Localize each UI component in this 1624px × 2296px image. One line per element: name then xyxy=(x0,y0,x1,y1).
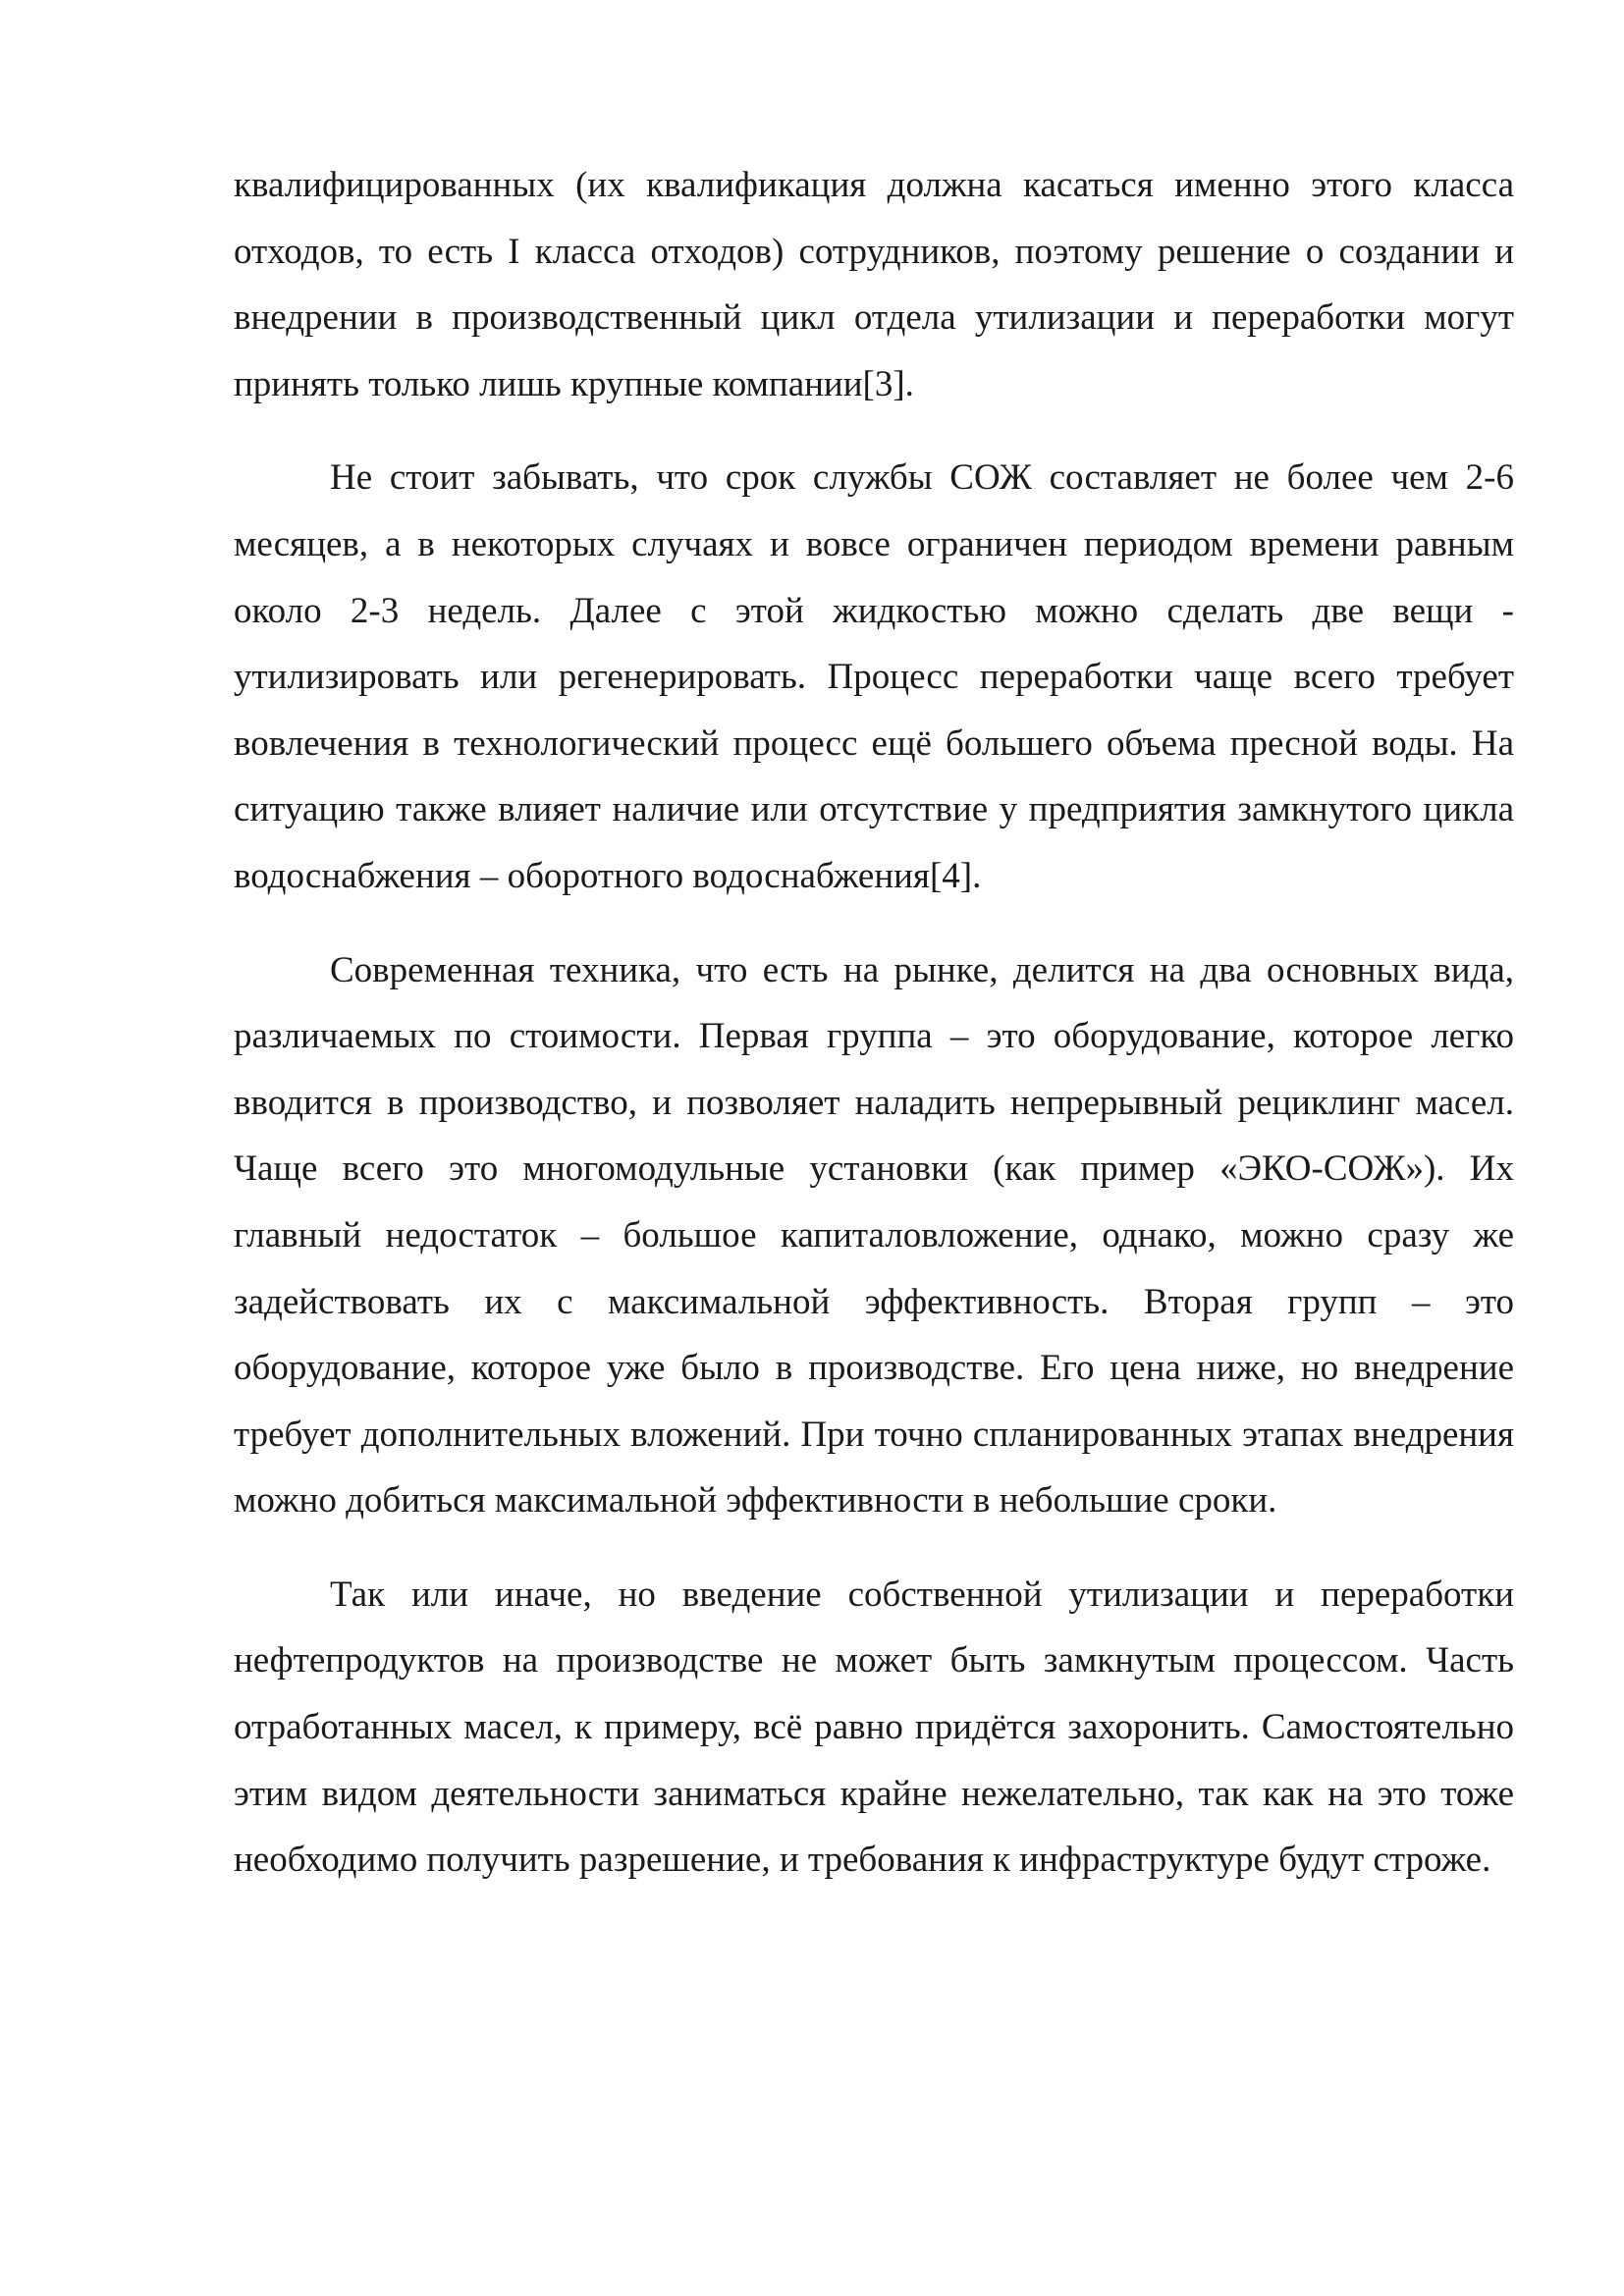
paragraph-4: Так или иначе, но введение собственной утилизации и переработки нефтепродуктов на производстве не может быть замкнутым процессом. Часть отработанных масел, к примеру, всё равно придётся захоронить. Самостоятельно этим видом деятельности заниматься крайне нежелательно, так как на это тоже необходимо получить разрешение, и требования к инфраструктуре будут строже. xyxy=(234,1574,1514,1881)
paragraph-1: квалифицированных (их квалификация должна касаться именно этого класса отходов, то есть I класса отходов) сотрудников, поэтому решение о создании и внедрении в производственный цикл отдела утилизации и переработки могут принять только лишь крупные компании[3]. xyxy=(234,165,1514,404)
paragraph-3: Современная техника, что есть на рынке, делится на два основных вида, различаемых по стоимости. Первая группа – это оборудование, которое легко вводится в производство, и позволяет наладить непрерывный рециклинг масел. Чаще всего это многомодульные установки (как пример «ЭКО-СОЖ»). Их главный недостаток – большое капиталовложение, однако, можно сразу же задействовать их с максимальной эффективность. Вторая групп – это оборудование, которое уже было в производстве. Его цена ниже, но внедрение требует дополнительных вложений. При точно спланированных этапах внедрения можно добиться максимальной эффективности в небольшие сроки. xyxy=(234,949,1514,1522)
body-text xyxy=(234,152,1514,1894)
paragraph-2: Не стоит забывать, что срок службы СОЖ составляет не более чем 2-6 месяцев, а в некоторых случаях и вовсе ограничен периодом времени равным около 2-3 недель. Далее с этой жидкостью можно сделать две вещи - утилизировать или регенерировать. Процесс переработки чаще всего требует вовлечения в технологический процесс ещё большего объема пресной воды. На ситуацию также влияет наличие или отсутствие у предприятия замкнутого цикла водоснабжения – оборотного водоснабжения[4]. xyxy=(234,457,1514,896)
